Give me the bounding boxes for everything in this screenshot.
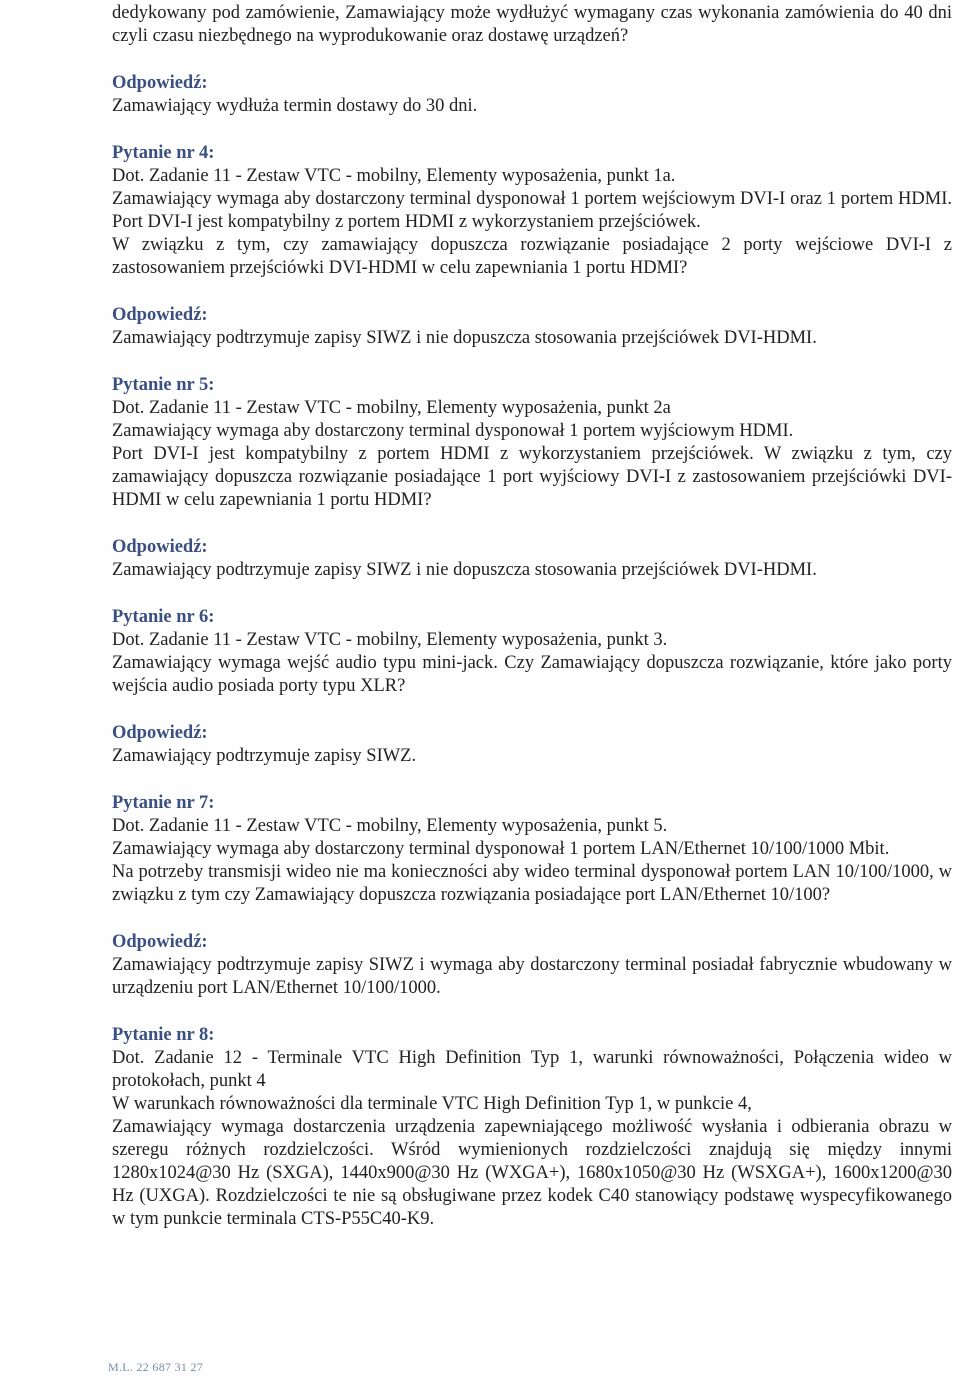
answer-heading-4: Odpowiedź:: [112, 305, 208, 325]
question-8-line-2: W warunkach równoważności dla terminale VTC High Definition Typ 1, w punkcie 4,: [112, 1094, 752, 1114]
answer-6-text: Zamawiający podtrzymuje zapisy SIWZ.: [112, 746, 417, 766]
question-6-heading: Pytanie nr 6:: [112, 607, 215, 627]
intro-paragraph: dedykowany pod zamówienie, Zamawiający może wydłużyć wymagany czas wykonania zamówienia do 40 dni czyli czasu niezbędnego na wyprodukowanie oraz dostawę urządzeń?: [112, 3, 952, 46]
question-4-line-2: Zamawiający wymaga aby dostarczony terminal dysponował 1 portem wejściowym DVI-I oraz 1 portem HDMI. Port DVI-I jest kompatybilny z portem HDMI z wykorzystaniem przejściówek.: [112, 189, 952, 232]
question-7-line-1: Dot. Zadanie 11 - Zestaw VTC - mobilny, Elementy wyposażenia, punkt 5.: [112, 816, 668, 836]
question-7-line-2: Zamawiający wymaga aby dostarczony terminal dysponował 1 portem LAN/Ethernet 10/100/1000 Mbit.: [112, 839, 890, 859]
question-6-line-1: Dot. Zadanie 11 - Zestaw VTC - mobilny, Elementy wyposażenia, punkt 3.: [112, 630, 668, 650]
answer-3-text: Zamawiający wydłuża termin dostawy do 30 dni.: [112, 96, 478, 116]
question-6-line-2: Zamawiający wymaga wejść audio typu mini-jack. Czy Zamawiający dopuszcza rozwiązanie, które jako porty wejścia audio posiada porty typu XLR?: [112, 653, 952, 696]
answer-heading-5: Odpowiedź:: [112, 537, 208, 557]
question-7-heading: Pytanie nr 7:: [112, 793, 215, 813]
document-body: [112, 2, 952, 1231]
question-5-heading: Pytanie nr 5:: [112, 375, 215, 395]
question-4-heading: Pytanie nr 4:: [112, 143, 215, 163]
answer-7-text: Zamawiający podtrzymuje zapisy SIWZ i wymaga aby dostarczony terminal posiadał fabrycznie wbudowany w urządzeniu port LAN/Ethernet 10/100/1000.: [112, 955, 952, 998]
question-5-line-1: Dot. Zadanie 11 - Zestaw VTC - mobilny, Elementy wyposażenia, punkt 2a: [112, 398, 671, 418]
question-7-line-3: Na potrzeby transmisji wideo nie ma konieczności aby wideo terminal dysponował portem LAN 10/100/1000, w związku z tym czy Zamawiający dopuszcza rozwiązania posiadające port LAN/Ethernet 10/100?: [112, 862, 952, 905]
answer-heading-3: Odpowiedź:: [112, 73, 208, 93]
question-8-line-3: Zamawiający wymaga dostarczenia urządzenia zapewniającego możliwość wysłania i odbierania obrazu w szeregu różnych rozdzielczości. Wśród wymienionych rozdzielczości znajdują się między innymi 1280x1024@30 Hz (SXGA), 1440x900@30 Hz (WXGA+), 1680x1050@30 Hz (WSXGA+), 1600x1200@30 Hz (UXGA). Rozdzielczości te nie są obsługiwane przez kodek C40 stanowiący podstawę wyspecyfikowanego w tym punkcie terminala CTS-P55C40-K9.: [112, 1117, 952, 1229]
answer-heading-7: Odpowiedź:: [112, 932, 208, 952]
question-8-line-1: Dot. Zadanie 12 - Terminale VTC High Definition Typ 1, warunki równoważności, Połączenia wideo w protokołach, punkt 4: [112, 1048, 952, 1091]
question-5-line-2: Zamawiający wymaga aby dostarczony terminal dysponował 1 portem wyjściowym HDMI.: [112, 421, 794, 441]
page-footer-reference: M.L. 22 687 31 27: [108, 1360, 204, 1374]
answer-5-text: Zamawiający podtrzymuje zapisy SIWZ i nie dopuszcza stosowania przejściówek DVI-HDMI.: [112, 560, 817, 580]
question-5-line-3: Port DVI-I jest kompatybilny z portem HDMI z wykorzystaniem przejściówek. W związku z tym, czy zamawiający dopuszcza rozwiązanie posiadające 1 port wyjściowy DVI-I z zastosowaniem przejściówki DVI-HDMI w celu zapewniania 1 portu HDMI?: [112, 444, 952, 510]
question-4-line-1: Dot. Zadanie 11 - Zestaw VTC - mobilny, Elementy wyposażenia, punkt 1a.: [112, 166, 676, 186]
question-8-heading: Pytanie nr 8:: [112, 1025, 215, 1045]
answer-heading-6: Odpowiedź:: [112, 723, 208, 743]
question-4-line-3: W związku z tym, czy zamawiający dopuszcza rozwiązanie posiadające 2 porty wejściowe DVI-I z zastosowaniem przejściówki DVI-HDMI w celu zapewniania 1 portu HDMI?: [112, 235, 952, 278]
answer-4-text: Zamawiający podtrzymuje zapisy SIWZ i nie dopuszcza stosowania przejściówek DVI-HDMI.: [112, 328, 817, 348]
